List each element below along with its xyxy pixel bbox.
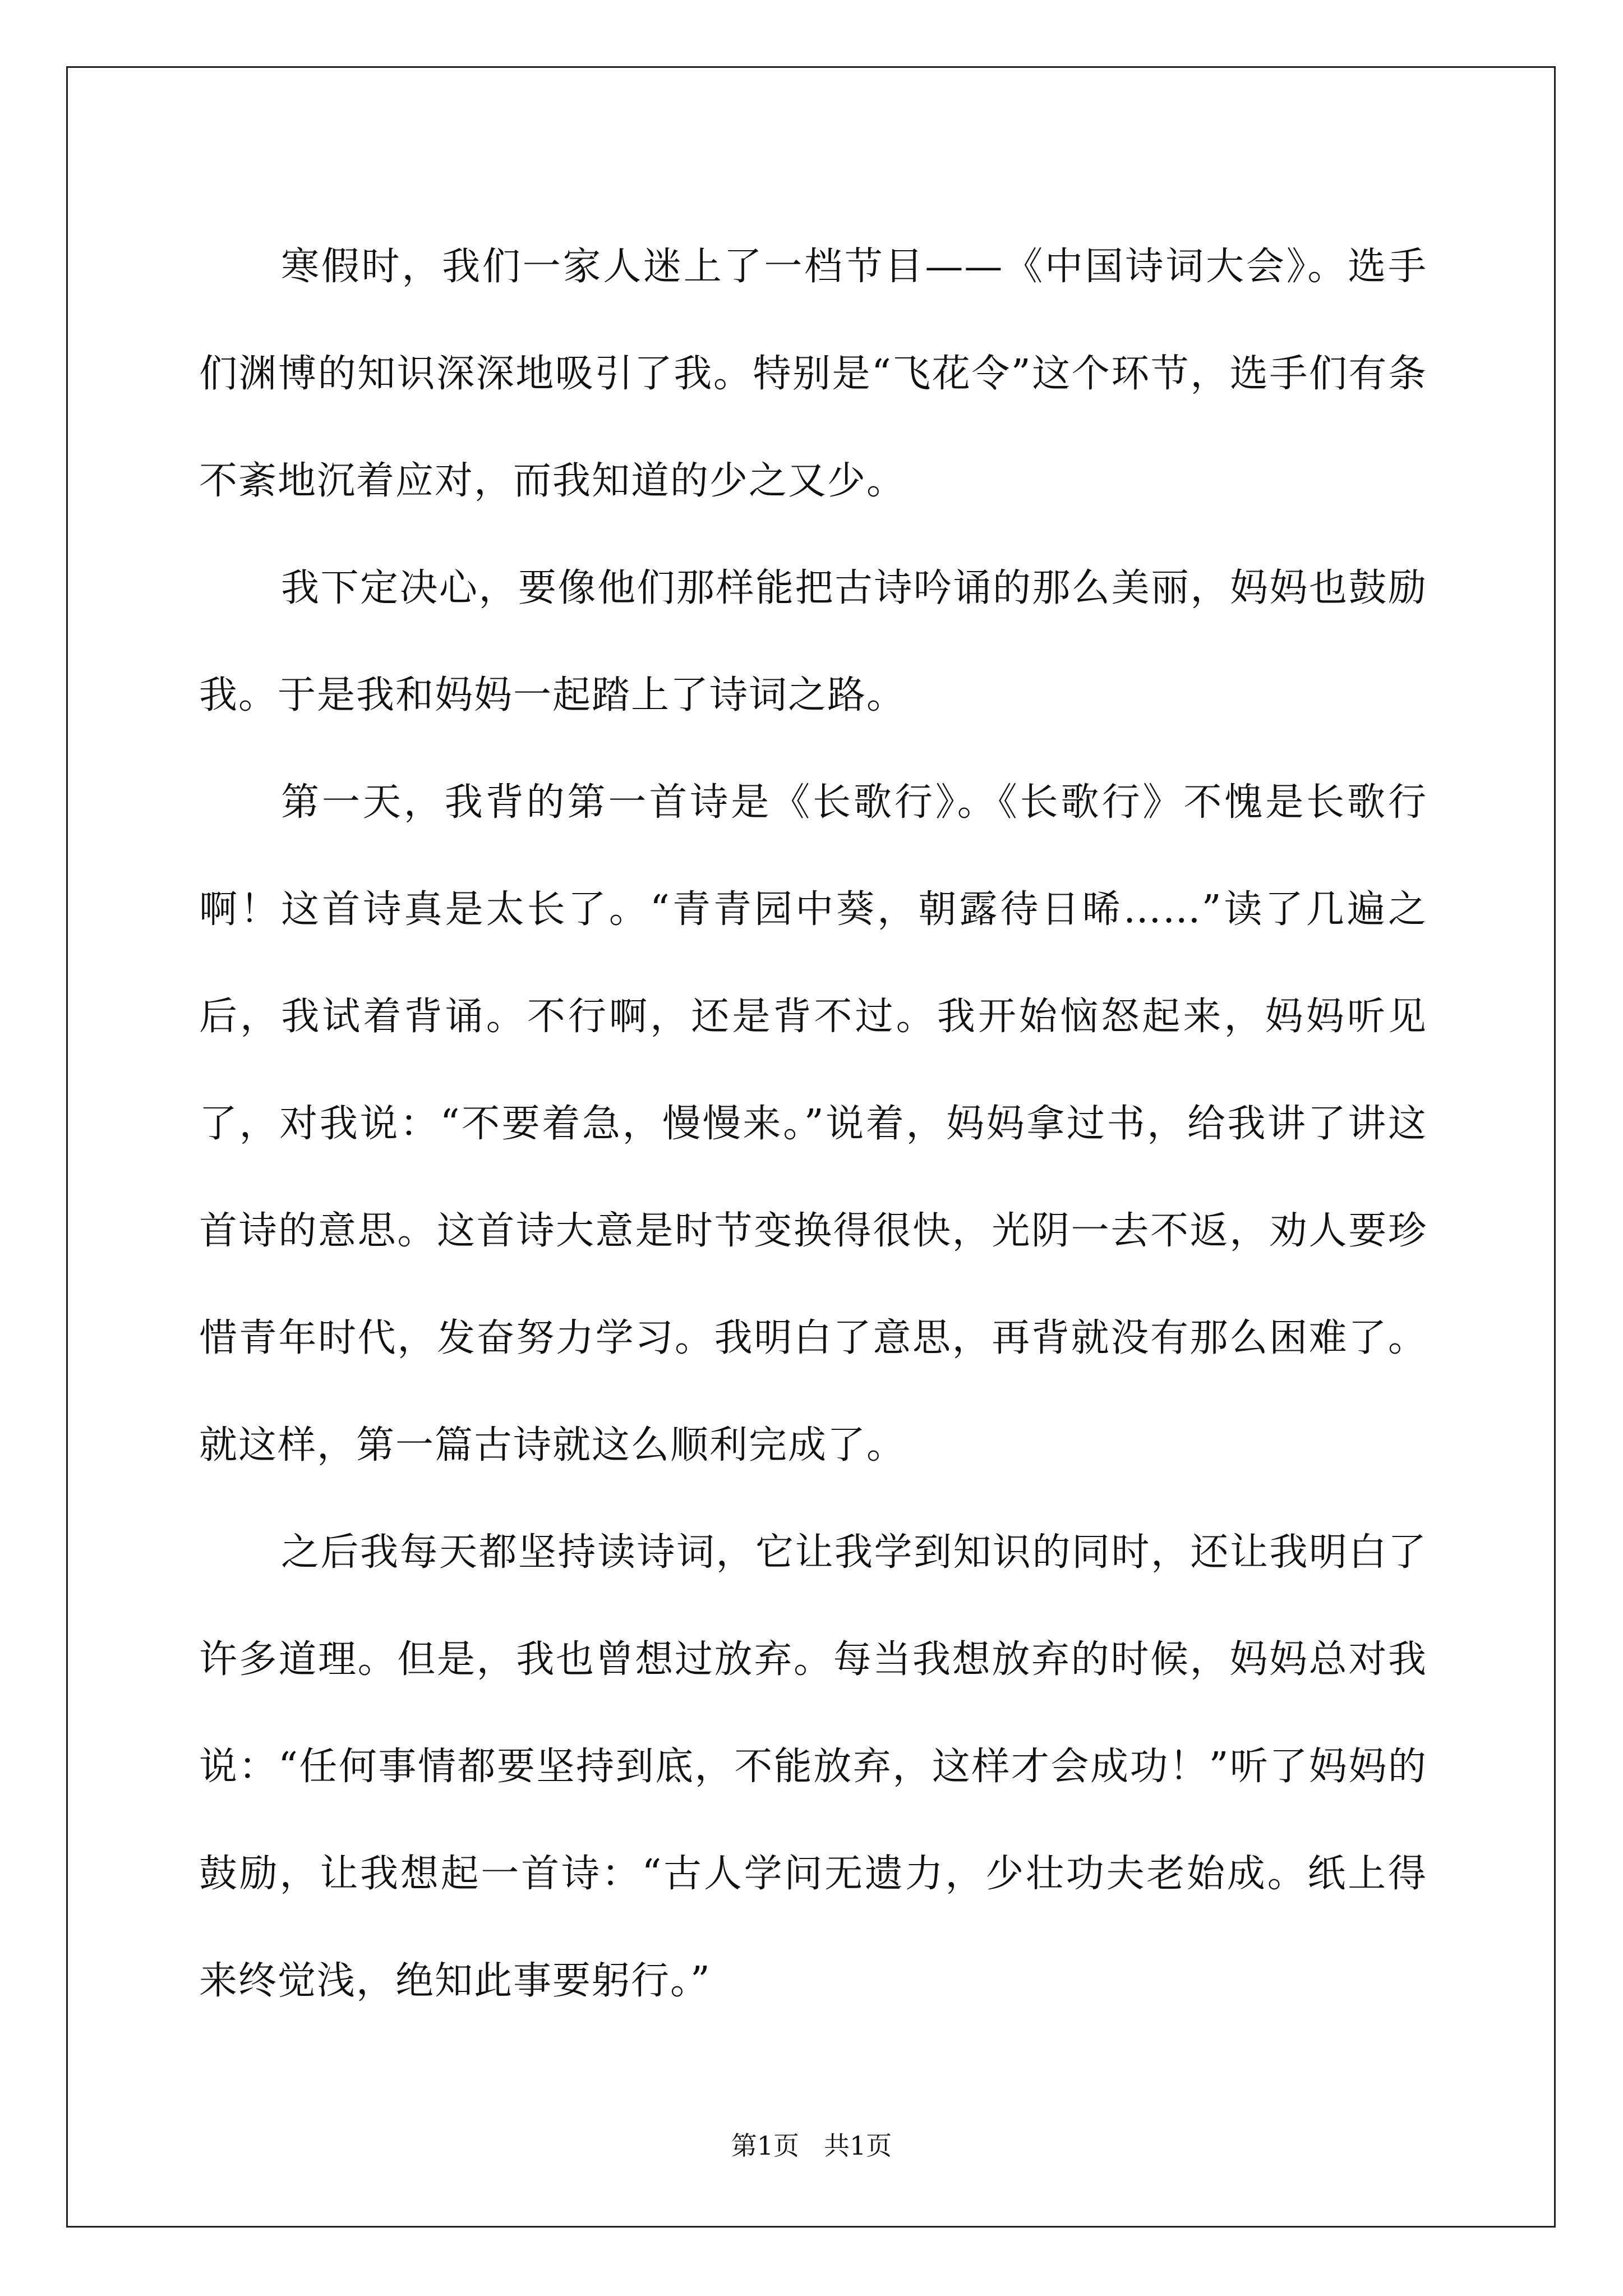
page-number-total: 共1页 xyxy=(824,2131,892,2161)
page-number-current: 第1页 xyxy=(731,2131,799,2161)
page-footer xyxy=(0,2129,1623,2162)
paragraph-3: 第一天，我背的第一首诗是《长歌行》。《长歌行》不愧是长歌行啊！这首诗真是太长了。“青青园中葵，朝露待日晞……”读了几遍之后，我试着背诵。不行啊，还是背不过。我开始恼怒起来，妈妈听见了，对我说：“不要着急，慢慢来。”说着，妈妈拿过书，给我讲了讲这首诗的意思。这首诗大意是时节变换得很快，光阴一去不返，劝人要珍惜青年时代，发奋努力学习。我明白了意思，再背就没有那么困难了。就这样，第一篇古诗就这么顺利完成了。 xyxy=(199,780,1427,1467)
paragraph-4: 之后我每天都坚持读诗词，它让我学到知识的同时，还让我明白了许多道理。但是，我也曾想过放弃。每当我想放弃的时候，妈妈总对我说：“任何事情都要坚持到底，不能放弃，这样才会成功！”听了妈妈的鼓励，让我想起一首诗：“古人学问无遗力，少壮功夫老始成。纸上得来终觉浅，绝知此事要躬行。” xyxy=(199,1530,1427,2003)
paragraph-1: 寒假时，我们一家人迷上了一档节目——《中国诗词大会》。选手们渊博的知识深深地吸引了我。特别是“飞花令”这个环节，选手们有条不紊地沉着应对，而我知道的少之又少。 xyxy=(199,245,1427,503)
paragraph-2: 我下定决心，要像他们那样能把古诗吟诵的那么美丽，妈妈也鼓励我。于是我和妈妈一起踏上了诗词之路。 xyxy=(199,566,1427,717)
document-body xyxy=(199,213,1427,2035)
